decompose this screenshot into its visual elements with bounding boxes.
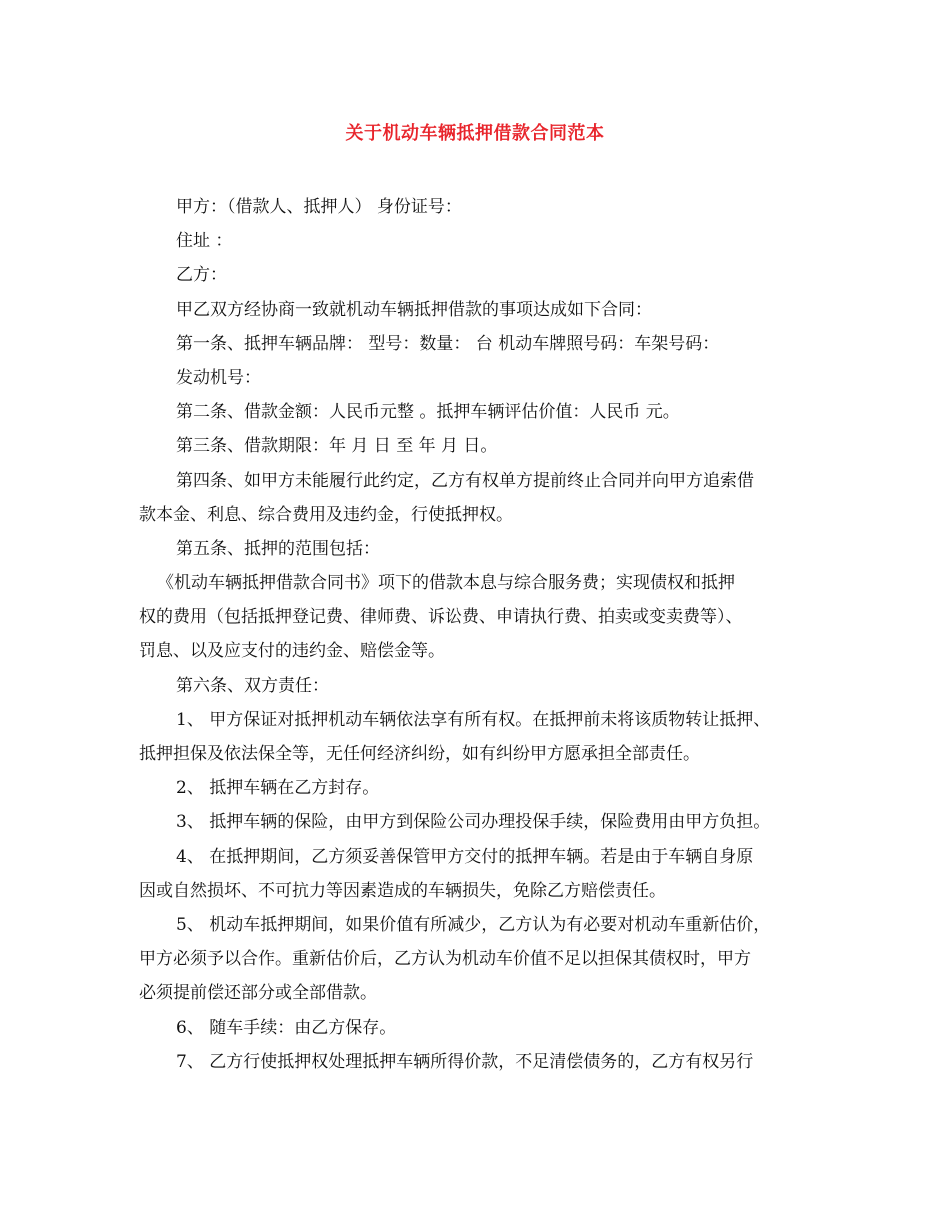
party-b-line: 乙方： — [176, 265, 227, 286]
clause-5-continued-line: 甲方必须予以合作。重新估价后，乙方认为机动车价值不足以担保其债权时，甲方 — [139, 949, 751, 970]
article-5-scope-line: 《机动车辆抵押借款合同书》项下的借款本息与综合服务费；实现债权和抵押 — [157, 573, 735, 594]
clause-7-line: 7、 乙方行使抵押权处理抵押车辆所得价款，不足清偿债务的，乙方有权另行 — [176, 1051, 754, 1072]
clause-1-continued-line: 抵押担保及依法保全等，无任何经济纠纷，如有纠纷甲方愿承担全部责任。 — [139, 744, 700, 764]
clause-6-line: 6、 随车手续：由乙方保存。 — [176, 1017, 397, 1038]
clause-3-line: 3、 抵押车辆的保险，由甲方到保险公司办理投保手续，保险费用由甲方负担。 — [176, 812, 771, 833]
clause-5-end-line: 必须提前偿还部分或全部借款。 — [139, 983, 377, 1004]
article-5-scope-continued-line: 权的费用（包括抵押登记费、律师费、诉讼费、申请执行费、拍卖或变卖费等）、 — [139, 607, 743, 628]
article-2-line: 第二条、借款金额：人民币元整 。抵押车辆评估价值：人民币 元。 — [176, 402, 680, 423]
article-3-line: 第三条、借款期限：年 月 日 至 年 月 日。 — [176, 436, 498, 457]
document-title: 关于机动车辆抵押借款合同范本 — [345, 123, 605, 144]
preamble-line: 甲乙双方经协商一致就机动车辆抵押借款的事项达成如下合同： — [176, 299, 652, 320]
article-1-line: 第一条、抵押车辆品牌： 型号：数量： 台 机动车牌照号码：车架号码： — [176, 333, 720, 354]
clause-2-line: 2、 抵押车辆在乙方封存。 — [176, 778, 380, 799]
article-4-continued-line: 款本金、利息、综合费用及违约金，行使抵押权。 — [139, 504, 513, 525]
article-5-scope-end-line: 罚息、以及应支付的违约金、赔偿金等。 — [139, 641, 445, 662]
article-6-line: 第六条、双方责任： — [176, 675, 329, 696]
document-body — [139, 190, 819, 1079]
clause-4-continued-line: 因或自然损坏、不可抗力等因素造成的车辆损失，免除乙方赔偿责任。 — [139, 880, 666, 901]
article-5-line: 第五条、抵押的范围包括： — [176, 538, 380, 559]
article-1-continued-line: 发动机号： — [176, 367, 261, 388]
party-a-line: 甲方：（借款人、抵押人） 身份证号： — [176, 197, 462, 217]
article-4-line: 第四条、如甲方未能履行此约定，乙方有权单方提前终止合同并向甲方追索借 — [176, 470, 754, 491]
clause-4-line: 4、 在抵押期间，乙方须妥善保管甲方交付的抵押车辆。若是由于车辆自身原 — [176, 846, 754, 867]
address-line: 住址 ： — [176, 231, 233, 252]
clause-1-line: 1、 甲方保证对抵押机动车辆依法享有所有权。在抵押前未将该质物转让抵押、 — [176, 709, 771, 730]
clause-5-line: 5、 机动车抵押期间，如果价值有所减少，乙方认为有必要对机动车重新估价， — [176, 914, 771, 935]
